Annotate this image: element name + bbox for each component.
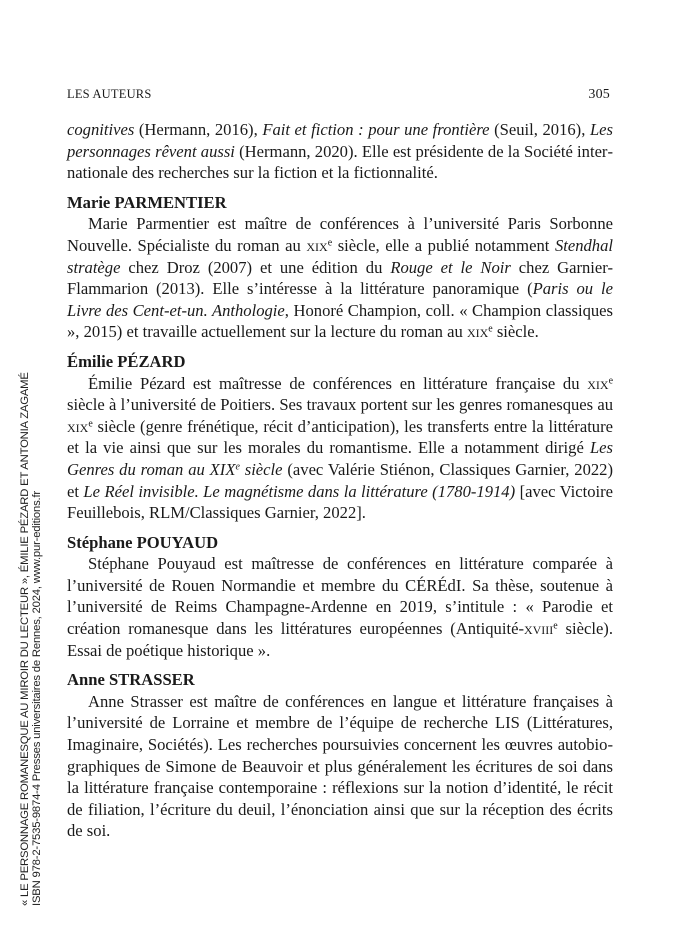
text-run: Stéphane Pouyaud est maîtresse de conférences en littérature comparée à l’université de Rouen Normandie et membre du CÉRÉdI. Sa thèse, soutenue à l’université de Reims Champagne-Ardenne en 2019, s’intitule : « Parodie et création romanesque dans les littératures européennes (Antiquité- [67, 554, 613, 639]
text-run: e [88, 418, 93, 430]
section-spacer [67, 524, 613, 532]
text-run: e [608, 375, 613, 387]
author-entry [67, 532, 613, 662]
text-run: siècle). Essai de poétique historique ». [67, 619, 613, 660]
text-run: siècle. [492, 322, 539, 342]
author-list [67, 184, 613, 842]
century-numeral: xviii [523, 619, 554, 639]
section-spacer [67, 184, 613, 192]
author-entry [67, 192, 613, 343]
text-run: siècle, elle a publié notamment [332, 235, 555, 255]
text-run: (avec Valérie Stiénon, Classiques Garnier, 2022) et [67, 459, 613, 501]
text-run: siècle (genre frénétique, récit d’anticipation), les transferts entre la littérature et la vie ainsi que sur les morales du romantisme. Elle a notamment dirigé [67, 416, 613, 458]
italic-title-text: Les Genres du roman au XIX [67, 438, 613, 479]
section-spacer [67, 661, 613, 669]
author-bio [67, 691, 613, 842]
text-run: , Honoré Champion, coll. « Champion classiques », 2015) et travaille actuellement sur la lecture du roman au [67, 300, 614, 342]
italic-title-text: Le Réel invisible. Le magnétisme dans la littérature (1780-1914) [83, 481, 516, 501]
copyright-notice [19, 372, 44, 906]
text-run: chez Droz (2007) et une édition du [120, 257, 391, 277]
page-body [67, 119, 613, 842]
author-entry [67, 351, 613, 524]
running-head [67, 87, 612, 103]
text-run: chez Garnier-Flammarion (2013). Elle s’intéresse à la littérature panoramique ( [67, 257, 613, 299]
century-numeral: xix [587, 373, 609, 393]
text-run: Anne Strasser est maître de conférences en langue et littérature françaises à l’université de Lorraine et membre de l’équipe de recherche LIS (Littératures, Imaginaire, Sociétés). Les recherches poursuivies concernent les œuvres autobiographiques de Simone de Beauvoir et plus généralement les écritures de soi dans la littérature française contemporaine : réflexions sur la notion d’identité, le récit de filiation, l’écriture du deuil, l’énonciation ainsi que sur la réception des écrits de soi. [67, 691, 613, 841]
text-run: (Seuil, 2016), [489, 120, 590, 139]
author-name: Stéphane POUYAUD [67, 532, 219, 552]
copyright-line-1: « LE PERSONNAGE ROMANESQUE AU MIROIR DU LECTEUR », ÉMILIE PÉZARD ET ANTONIA ZAGAMÉ [19, 372, 31, 906]
running-title: LES AUTEURS [67, 87, 152, 101]
italic-title-text: Fait et fiction : pour une frontière [262, 120, 490, 139]
copyright-line-2: ISBN 978-2-7535-9874-4 Presses universitaires de Rennes, 2024, www.pur-editions.fr [31, 491, 44, 906]
italic-title-text: Paris ou le Livre des Cent-et-un. Anthologie [67, 279, 613, 320]
text-run: siècle à l’université de Poitiers. Ses travaux portent sur les genres romanesques au [67, 395, 613, 415]
italic-title-text: siècle [239, 459, 283, 479]
text-run: Marie Parmentier est maître de conférences à l’université Paris Sorbonne Nouvelle. Spécialiste du roman au [67, 214, 613, 255]
text-run: e [553, 620, 558, 632]
italic-title-text: Les personnages rêvent aussi [67, 120, 613, 161]
text-run: (Hermann, 2016), [134, 120, 263, 139]
italic-title-text: Rouge et le Noir [390, 257, 511, 277]
text-run: Émilie Pézard est maîtresse de conférences en littérature française du [88, 373, 588, 393]
author-entry [67, 669, 613, 842]
italic-title-text: e [235, 461, 240, 473]
italic-title-text: Stendhal stratège [67, 235, 614, 277]
intro-paragraph [67, 119, 613, 184]
century-numeral: xix [67, 416, 89, 436]
italic-title-text: cognitives [67, 120, 135, 139]
author-name: Émilie PÉZARD [67, 351, 186, 371]
text-run: (Hermann, 2020). Elle est présidente de la Société internationale des recherches sur la fiction et la fictionnalité. [67, 141, 613, 183]
century-numeral: xix [306, 235, 328, 255]
author-name: Anne STRASSER [67, 670, 195, 690]
text-run: [avec Victoire Feuillebois, RLM/Classiques Garnier, 2022]. [67, 481, 613, 523]
text-run: e [488, 323, 493, 335]
page-number: 305 [588, 87, 610, 102]
author-bio [67, 553, 613, 661]
section-spacer [67, 343, 613, 351]
author-name: Marie PARMENTIER [67, 192, 227, 212]
author-bio [67, 373, 613, 524]
author-bio [67, 213, 613, 343]
century-numeral: xix [466, 322, 489, 342]
text-run: e [327, 237, 333, 249]
